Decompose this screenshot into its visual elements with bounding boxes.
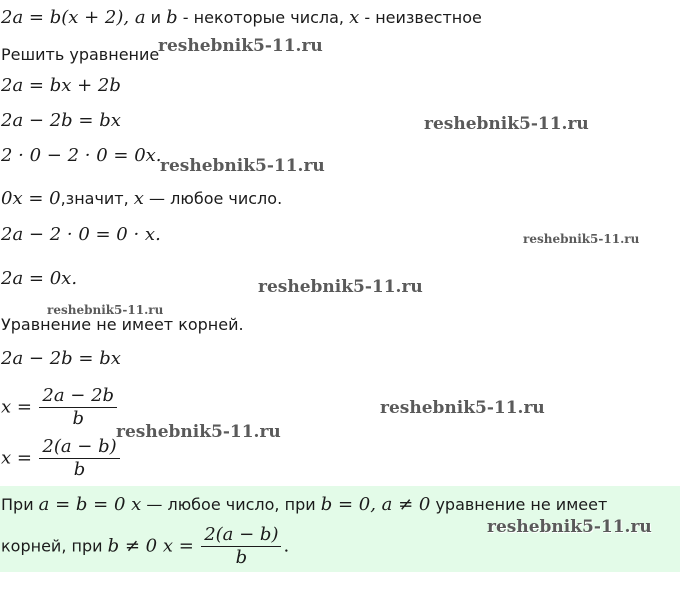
var-a: a (134, 7, 146, 28)
no-roots-statement: Уравнение не имеет корней. (1, 315, 244, 334)
equation-7: 2a − 2b = bx (1, 348, 121, 369)
watermark: reshebnik5-11.ru (158, 36, 323, 56)
watermark: reshebnik5-11.ru (487, 517, 652, 537)
equation-1: 2a = bx + 2b (1, 75, 121, 96)
equation-6: 2a = 0x. (1, 268, 78, 289)
equation-2: 2a − 2b = bx (1, 110, 121, 131)
var-b: b (166, 7, 178, 28)
answer-line-1: При a = b = 0 x — любое число, при b = 0, a ≠ 0 уравнение не имеет (1, 494, 608, 515)
given-equation: 2a = b(x + 2), (1, 7, 135, 28)
equation-9: x = $\frac{2(a - b)}{b}$ (1, 436, 122, 481)
watermark: reshebnik5-11.ru (523, 232, 640, 246)
fraction: $\frac{2a - 2b}{b}$ (39, 385, 117, 430)
given-statement: 2a = b(x + 2), a и b - некоторые числа, x - неизвестное (1, 7, 482, 28)
equation-8: x = $\frac{2a - 2b}{b}$ (1, 385, 119, 430)
watermark: reshebnik5-11.ru (258, 277, 423, 297)
equation-3: 2 · 0 − 2 · 0 = 0x. (1, 145, 162, 166)
watermark: reshebnik5-11.ru (116, 422, 281, 442)
equation-5: 2a − 2 · 0 = 0 · x. (1, 224, 161, 245)
watermark: reshebnik5-11.ru (380, 398, 545, 418)
watermark: reshebnik5-11.ru (47, 303, 164, 317)
watermark: reshebnik5-11.ru (160, 156, 325, 176)
solve-label: Решить уравнение (1, 45, 160, 64)
var-x: x (349, 7, 360, 28)
watermark: reshebnik5-11.ru (424, 114, 589, 134)
fraction: $\frac{2(a - b)}{b}$ (39, 436, 119, 481)
fraction: $\frac{2(a - b)}{b}$ (201, 524, 281, 569)
answer-line-2: корней, при b ≠ 0 x = $\frac{2(a - b)}{b}$ . (1, 524, 290, 568)
equation-4: 0x = 0,значит, x — любое число. (1, 188, 283, 209)
